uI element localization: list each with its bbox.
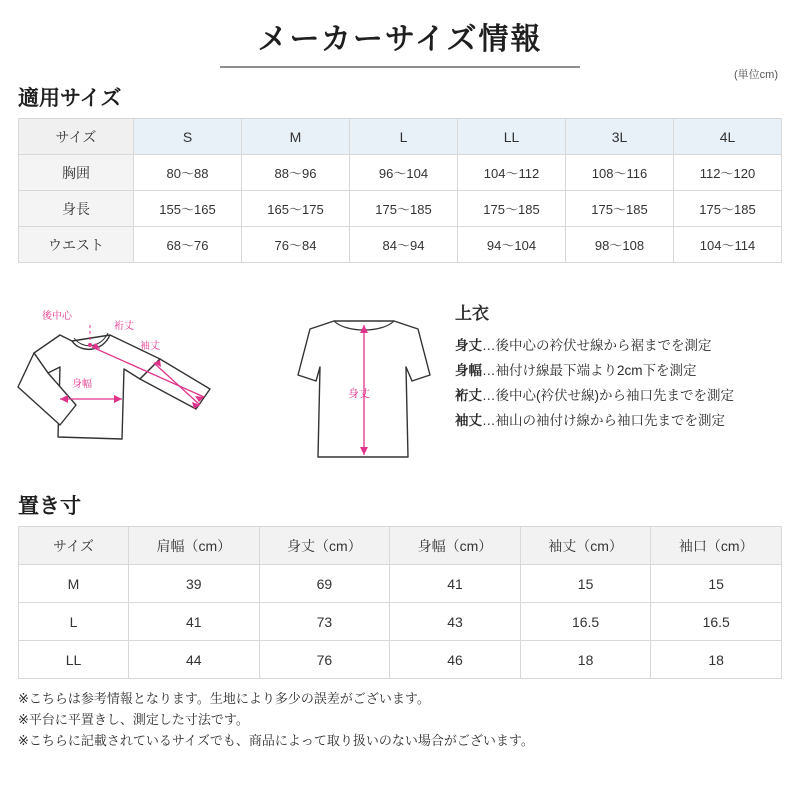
cell-m-cuff: 15 [651, 565, 782, 603]
cell-m-width: 41 [390, 565, 521, 603]
label-yuki: 裄丈 [114, 321, 134, 332]
column-header-m: M [242, 119, 350, 155]
section-heading-laid-flat: 置き寸 [18, 495, 81, 518]
footnote: ※こちらに記載されているサイズでも、商品によって取り扱いのない場合がございます。 [18, 732, 534, 748]
cell-bust-3l: 108〜116 [566, 155, 674, 191]
cell-bust-4l: 112〜120 [674, 155, 782, 191]
row-header-ll: LL [19, 641, 129, 679]
footnotes [18, 689, 782, 751]
legend-term: 袖丈 [455, 412, 482, 428]
cell-bust-m: 88〜96 [242, 155, 350, 191]
legend-desc: …袖山の袖付け線から袖口先までを測定 [482, 412, 725, 428]
cell-height-s: 155〜165 [134, 191, 242, 227]
legend-title: 上衣 [455, 304, 489, 323]
cell-m-shoulder: 39 [129, 565, 260, 603]
table-row [19, 155, 782, 191]
label-sleeve-length: 袖丈 [140, 341, 160, 352]
page-title: メーカーサイズ情報 [257, 23, 543, 56]
unit-note: (単位cm) [734, 69, 778, 81]
column-header-4l: 4L [674, 119, 782, 155]
cell-l-length: 73 [259, 603, 390, 641]
cell-bust-ll: 104〜112 [458, 155, 566, 191]
footnote: ※平台に平置きし、測定した寸法です。 [18, 711, 249, 727]
row-header-height: 身長 [19, 191, 134, 227]
label-body-width: 身幅 [72, 379, 92, 390]
column-header-shoulder: 肩幅（cm） [129, 527, 260, 565]
column-header-size: サイズ [19, 119, 134, 155]
cell-waist-l: 84〜94 [350, 227, 458, 263]
legend-desc: …袖付け線最下端より2cm下を測定 [482, 362, 697, 378]
cell-waist-3l: 98〜108 [566, 227, 674, 263]
cell-l-width: 43 [390, 603, 521, 641]
column-header-width: 身幅（cm） [390, 527, 521, 565]
diagram-legend [455, 299, 785, 434]
cell-waist-ll: 94〜104 [458, 227, 566, 263]
table-row [19, 603, 782, 641]
cell-ll-cuff: 18 [651, 641, 782, 679]
table-row [19, 227, 782, 263]
cell-height-4l: 175〜185 [674, 191, 782, 227]
legend-term: 身幅 [455, 362, 482, 378]
cell-height-l: 175〜185 [350, 191, 458, 227]
row-header-bust: 胸囲 [19, 155, 134, 191]
legend-term: 身丈 [455, 338, 482, 353]
cell-l-sleeve: 16.5 [520, 603, 651, 641]
row-header-waist: ウエスト [19, 227, 134, 263]
cell-ll-sleeve: 18 [520, 641, 651, 679]
cell-bust-l: 96〜104 [350, 155, 458, 191]
title-divider [220, 66, 580, 68]
column-header-length: 身丈（cm） [259, 527, 390, 565]
legend-desc: …後中心(衿伏せ線)から袖口先までを測定 [482, 387, 734, 403]
cell-waist-s: 68〜76 [134, 227, 242, 263]
column-header-s: S [134, 119, 242, 155]
cell-ll-shoulder: 44 [129, 641, 260, 679]
cell-height-3l: 175〜185 [566, 191, 674, 227]
applicable-size-table [18, 118, 782, 263]
legend-desc: …後中心の衿伏せ線から裾までを測定 [482, 338, 712, 353]
table-row [19, 641, 782, 679]
row-header-m: M [19, 565, 129, 603]
cell-ll-length: 76 [259, 641, 390, 679]
legend-item [455, 359, 785, 384]
legend-item [455, 384, 785, 409]
cell-waist-m: 76〜84 [242, 227, 350, 263]
laid-flat-table [18, 526, 782, 679]
table-header-row [19, 119, 782, 155]
table-row [19, 191, 782, 227]
column-header-l: L [350, 119, 458, 155]
label-body-length: 身丈 [348, 388, 370, 400]
cell-l-cuff: 16.5 [651, 603, 782, 641]
measurement-diagram [0, 289, 800, 484]
cell-l-shoulder: 41 [129, 603, 260, 641]
cell-m-sleeve: 15 [520, 565, 651, 603]
table-row [19, 565, 782, 603]
cell-height-m: 165〜175 [242, 191, 350, 227]
column-header-size: サイズ [19, 527, 129, 565]
legend-item [455, 334, 785, 359]
column-header-3l: 3L [566, 119, 674, 155]
cell-ll-width: 46 [390, 641, 521, 679]
section-heading-applicable: 適用サイズ [18, 87, 122, 110]
garment-front-diagram-icon [14, 305, 276, 480]
column-header-cuff: 袖口（cm） [651, 527, 782, 565]
row-header-l: L [19, 603, 129, 641]
legend-term: 裄丈 [455, 387, 482, 403]
table-header-row [19, 527, 782, 565]
cell-bust-s: 80〜88 [134, 155, 242, 191]
cell-height-ll: 175〜185 [458, 191, 566, 227]
garment-back-diagram-icon [290, 309, 440, 474]
column-header-sleeve: 袖丈（cm） [520, 527, 651, 565]
cell-waist-4l: 104〜114 [674, 227, 782, 263]
cell-m-length: 69 [259, 565, 390, 603]
legend-item [455, 409, 785, 434]
column-header-ll: LL [458, 119, 566, 155]
label-back-center: 後中心 [42, 311, 72, 322]
footnote: ※こちらは参考情報となります。生地により多少の誤差がございます。 [18, 691, 430, 706]
